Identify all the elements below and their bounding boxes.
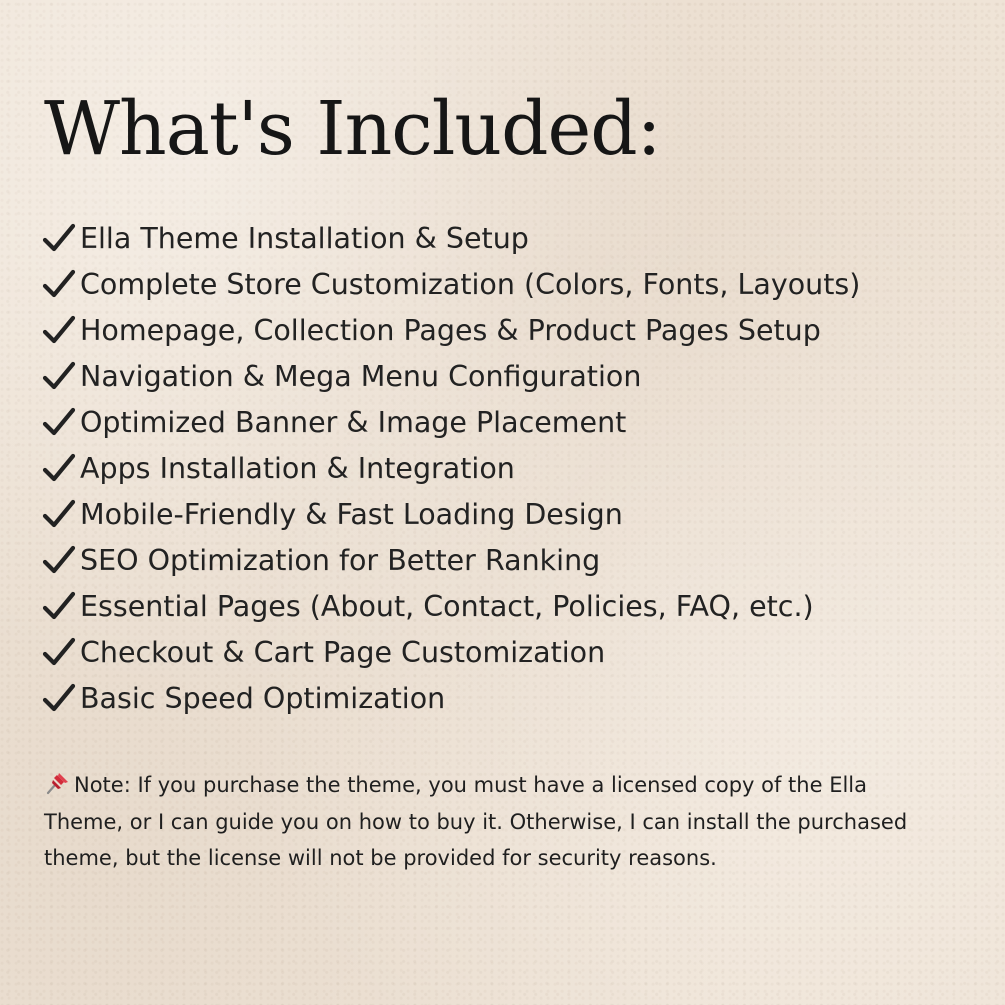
list-item: [42, 491, 992, 537]
note-text: Note: If you purchase the theme, you must have a licensed copy of the Ella Theme, or I can guide you on how to buy it. Otherwise, I can install the purchased theme, but the license will not be provided for security reasons.: [44, 773, 908, 870]
list-item: [42, 215, 992, 261]
list-item: [42, 353, 992, 399]
list-item: [42, 675, 992, 721]
checkmark-icon: [42, 310, 80, 350]
list-item-label: Homepage, Collection Pages & Product Pages Setup: [80, 313, 821, 347]
checkmark-icon: [42, 218, 80, 258]
list-item: [42, 537, 992, 583]
list-item-label: Mobile-Friendly & Fast Loading Design: [80, 497, 623, 531]
checkmark-icon: [42, 632, 80, 672]
checkmark-icon: [42, 264, 80, 304]
list-item: [42, 307, 992, 353]
checkmark-icon: [42, 678, 80, 718]
included-features-list: [42, 215, 992, 721]
page-title: What's Included:: [44, 86, 661, 172]
list-item: [42, 583, 992, 629]
checkmark-icon: [42, 540, 80, 580]
list-item-label: Basic Speed Optimization: [80, 681, 446, 715]
checkmark-icon: [42, 356, 80, 396]
list-item-label: Ella Theme Installation & Setup: [80, 221, 529, 255]
list-item-label: Essential Pages (About, Contact, Policies, FAQ, etc.): [80, 589, 814, 623]
checkmark-icon: [42, 586, 80, 626]
list-item: [42, 399, 992, 445]
list-item-label: Checkout & Cart Page Customization: [80, 635, 606, 669]
list-item: [42, 261, 992, 307]
pushpin-icon: [44, 770, 70, 794]
checkmark-icon: [42, 494, 80, 534]
checkmark-icon: [42, 448, 80, 488]
checkmark-icon: [42, 402, 80, 442]
license-note: [44, 767, 944, 877]
list-item-label: Optimized Banner & Image Placement: [80, 405, 627, 439]
list-item-label: Navigation & Mega Menu Configuration: [80, 359, 642, 393]
list-item: [42, 445, 992, 491]
list-item-label: SEO Optimization for Better Ranking: [80, 543, 601, 577]
list-item-label: Complete Store Customization (Colors, Fonts, Layouts): [80, 267, 861, 301]
list-item-label: Apps Installation & Integration: [80, 451, 515, 485]
list-item: [42, 629, 992, 675]
